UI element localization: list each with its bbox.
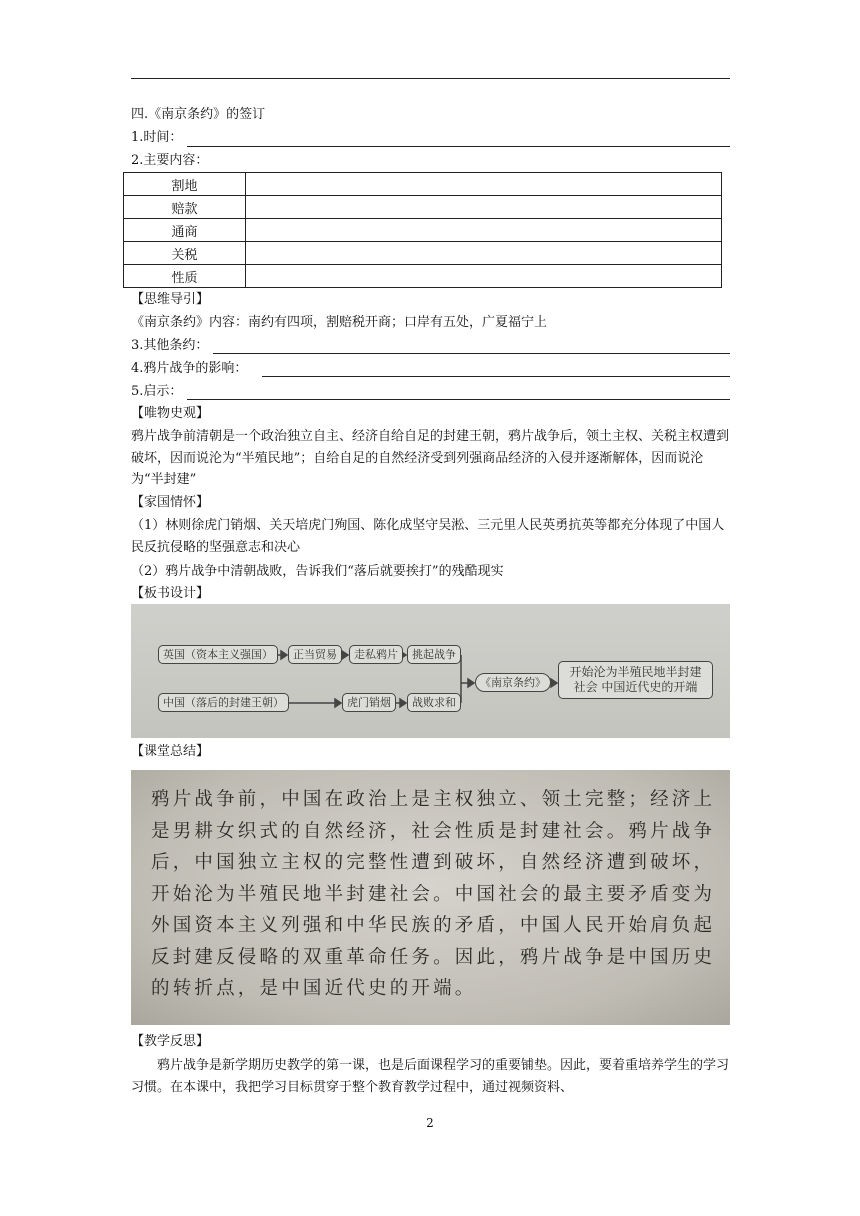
guide-text: 《南京条约》内容：南约有四项，割赔税开商；口岸有五处，广夏福宁上: [131, 315, 548, 330]
table-row: [124, 173, 722, 196]
row-label: 赔款: [124, 196, 246, 219]
answer-cell: [246, 265, 722, 288]
page-number: 2: [426, 1116, 434, 1130]
row-label: 关税: [124, 242, 246, 265]
answer-cell: [246, 242, 722, 265]
q4-answer-line: [262, 376, 730, 377]
answer-cell: [246, 173, 722, 196]
table-row: [124, 219, 722, 242]
summary-photo: [131, 770, 730, 1025]
materialism-text: 鸦片战争前清朝是一个政治独立自主、经济自给自足的封建王朝，鸦片战争后，领土主权、关税主权遭到破坏，因而说沦为“半殖民地”；自给自足的自然经济受到列强商品经济的入侵并逐渐解体，因而说沦为“半封建”: [131, 429, 730, 487]
node-result: 开始沦为半殖民地半封建社会 中国近代史的开端: [558, 661, 713, 699]
node-legit-trade: 正当贸易: [288, 645, 342, 664]
guide-title: 【思维导引】: [131, 292, 210, 307]
node-china: 中国（落后的封建王朝）: [158, 693, 289, 712]
q1-answer-line: [187, 146, 730, 147]
patriotism-item-1: （1）林则徐虎门销烟、关天培虎门殉国、陈化成坚守吴淞、三元里人民英勇抗英等都充分体现了中国人民反抗侵略的坚强意志和决心: [131, 518, 725, 555]
row-label: 通商: [124, 219, 246, 242]
q5-label: 5.启示：: [131, 384, 183, 399]
table-row: [124, 242, 722, 265]
board-title: 【板书设计】: [131, 586, 210, 601]
reflection-text: 鸦片战争是新学期历史教学的第一课，也是后面课程学习的重要铺垫。因此，要着重培养学生的学习习惯。在本课中，我把学习目标贯穿于整个教育教学过程中，通过视频资料、: [131, 1058, 730, 1095]
answer-cell: [246, 219, 722, 242]
table-row: [124, 265, 722, 288]
q2-label: 2.主要内容：: [131, 153, 209, 168]
reflection-title: 【教学反思】: [131, 1034, 210, 1049]
patriotism-title: 【家国情怀】: [131, 495, 210, 510]
table-row: [124, 196, 722, 219]
content-table: [123, 172, 722, 288]
board-design-photo: [131, 604, 730, 738]
summary-text: 鸦片战争前，中国在政治上是主权独立、领土完整；经济上是男耕女织式的自然经济，社会性质是封建社会。鸦片战争后，中国独立主权的完整性遭到破坏，自然经济遭到破坏，开始沦为半殖民地半封建社会。中国社会的最主要矛盾变为外国资本主义列强和中华民族的矛盾，中国人民开始肩负起反封建反侵略的双重革命任务。因此，鸦片战争是中国历史的转折点，是中国近代史的开端。: [151, 789, 716, 999]
q5-answer-line: [187, 399, 730, 400]
node-defeat: 战败求和: [407, 693, 461, 712]
q1-label: 1.时间：: [131, 130, 183, 145]
node-humen: 虎门销烟: [342, 693, 396, 712]
section-heading: 四.《南京条约》的签订: [131, 107, 266, 122]
answer-cell: [246, 196, 722, 219]
patriotism-item-2: （2）鸦片战争中清朝战败，告诉我们“落后就要挨打”的残酷现实: [131, 564, 504, 579]
materialism-title: 【唯物史观】: [131, 406, 210, 421]
node-britain: 英国（资本主义强国）: [158, 645, 278, 664]
q3-label: 3.其他条约：: [131, 338, 209, 353]
row-label: 割地: [124, 173, 246, 196]
q3-answer-line: [213, 353, 730, 354]
q4-label: 4.鸦片战争的影响：: [131, 361, 248, 376]
node-opium-smuggling: 走私鸦片: [349, 645, 403, 664]
summary-title: 【课堂总结】: [131, 744, 210, 759]
node-provoke-war: 挑起战争: [407, 645, 461, 664]
node-treaty: 《南京条约》: [475, 673, 551, 692]
header-rule: [131, 78, 730, 79]
row-label: 性质: [124, 265, 246, 288]
